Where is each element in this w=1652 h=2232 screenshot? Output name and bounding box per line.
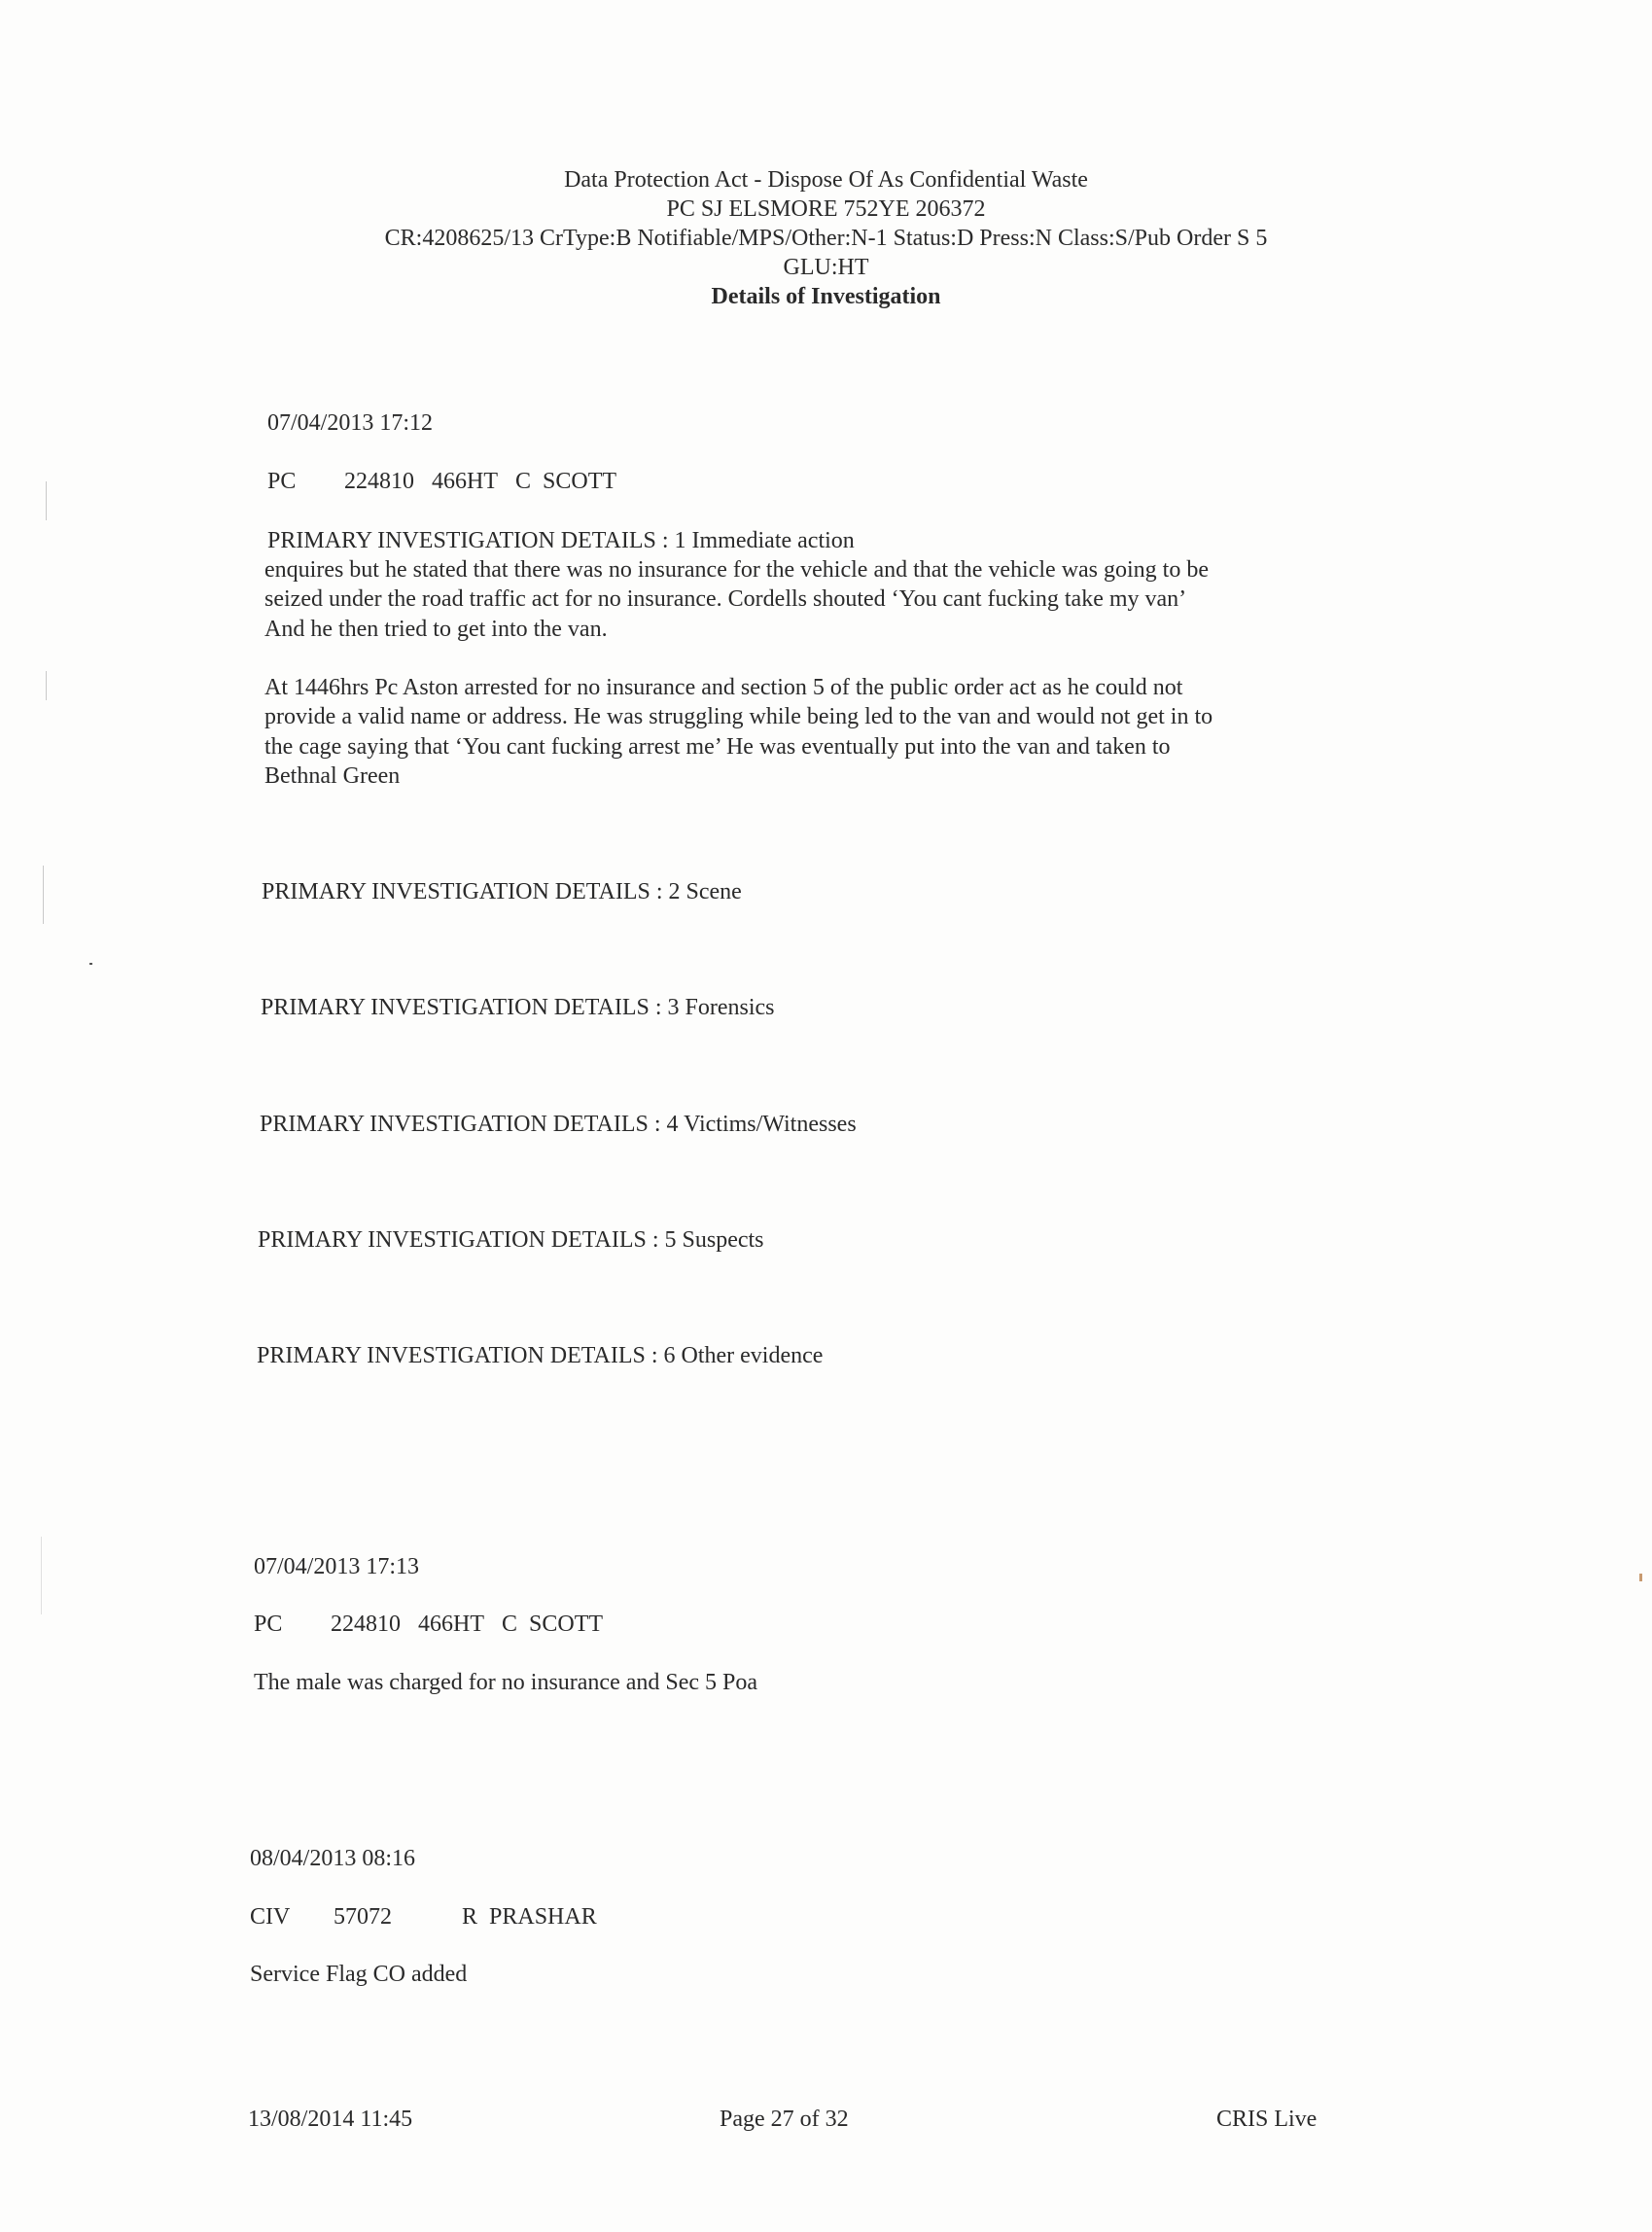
scan-artifact	[46, 481, 47, 520]
officer-number: 57072	[334, 1904, 392, 1930]
entry-officer	[254, 1610, 603, 1639]
section-heading-forensics: PRIMARY INVESTIGATION DETAILS : 3 Forensics	[261, 995, 775, 1020]
paragraph-line: And he then tried to get into the van.	[264, 616, 608, 642]
entry-officer	[267, 467, 616, 496]
officer-rank: PC	[267, 469, 297, 494]
officer-code: 466HT	[418, 1612, 484, 1637]
scan-artifact	[1639, 1574, 1642, 1581]
officer-number: 224810	[344, 469, 414, 494]
paragraph-line: provide a valid name or address. He was struggling while being led to the van and would not get in to	[264, 704, 1213, 730]
section-heading-suspects: PRIMARY INVESTIGATION DETAILS : 5 Suspects	[258, 1227, 764, 1253]
entry-paragraph	[264, 673, 1334, 791]
entry-text: Service Flag CO added	[250, 1962, 468, 1987]
scan-artifact	[89, 963, 92, 965]
paragraph-line: At 1446hrs Pc Aston arrested for no insurance and section 5 of the public order act as he could not	[264, 675, 1183, 700]
paragraph-line: the cage saying that ‘You cant fucking arrest me’ He was eventually put into the van and taken to	[264, 733, 1171, 760]
officer-rank: CIV	[250, 1904, 291, 1930]
section-heading-other-evidence: PRIMARY INVESTIGATION DETAILS : 6 Other evidence	[257, 1343, 824, 1368]
scan-artifact	[46, 671, 47, 700]
officer-number: 224810	[331, 1612, 401, 1637]
officer-rank: PC	[254, 1612, 283, 1637]
section-heading-victims-witnesses: PRIMARY INVESTIGATION DETAILS : 4 Victims/Witnesses	[260, 1112, 857, 1137]
officer-name: C SCOTT	[515, 469, 617, 494]
paragraph-line: enquires but he stated that there was no insurance for the vehicle and that the vehicle was going to be	[264, 557, 1210, 583]
entry-paragraph	[264, 555, 1334, 644]
scan-artifact	[43, 866, 44, 924]
officer-code: 466HT	[432, 469, 498, 494]
scan-artifact	[41, 1537, 42, 1614]
header-confidential-notice: Data Protection Act - Dispose Of As Confidential Waste	[564, 167, 1088, 193]
header-crime-reference: CR:4208625/13 CrType:B Notifiable/MPS/Other:N-1 Status:D Press:N Class:S/Pub Order S 5	[384, 226, 1268, 251]
paragraph-line: Bethnal Green	[264, 762, 401, 789]
entry-timestamp: 07/04/2013 17:13	[254, 1554, 420, 1579]
header-officer: PC SJ ELSMORE 752YE 206372	[666, 196, 986, 222]
section-heading-immediate-action: PRIMARY INVESTIGATION DETAILS : 1 Immediate action	[267, 528, 855, 553]
paragraph-line: seized under the road traffic act for no insurance. Cordells shouted ‘You cant fucking take my van’	[264, 586, 1187, 613]
footer-printed-date: 13/08/2014 11:45	[248, 2107, 413, 2132]
page-title: Details of Investigation	[711, 284, 941, 309]
entry-text: The male was charged for no insurance and Sec 5 Poa	[254, 1670, 758, 1695]
document-header	[0, 165, 1652, 311]
officer-name: R PRASHAR	[462, 1904, 597, 1930]
footer-page-number: Page 27 of 32	[720, 2107, 849, 2132]
officer-name: C SCOTT	[502, 1612, 604, 1637]
entry-officer	[250, 1902, 597, 1931]
entry-timestamp: 07/04/2013 17:12	[267, 410, 434, 436]
entry-timestamp: 08/04/2013 08:16	[250, 1846, 416, 1871]
header-glu: GLU:HT	[783, 255, 869, 280]
footer-system: CRIS Live	[1216, 2107, 1318, 2132]
section-heading-scene: PRIMARY INVESTIGATION DETAILS : 2 Scene	[262, 879, 742, 904]
